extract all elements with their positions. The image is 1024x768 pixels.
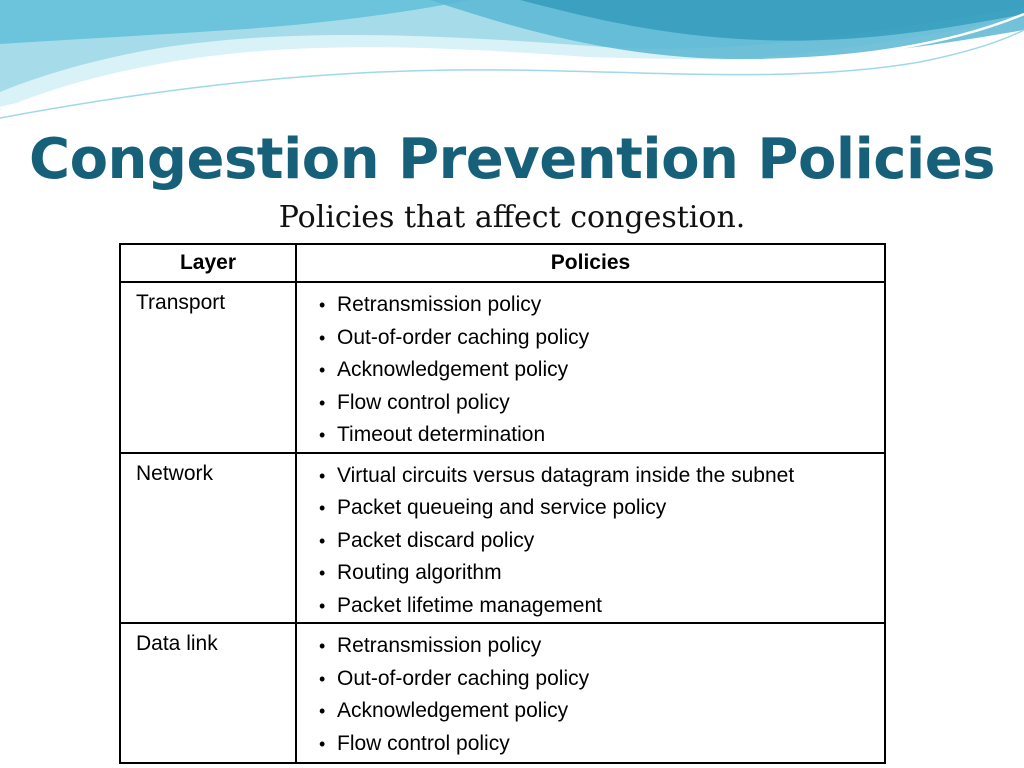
policy-item: • Flow control policy bbox=[319, 387, 884, 420]
policy-item: • Timeout determination bbox=[319, 419, 884, 452]
layer-cell: Data link bbox=[120, 623, 296, 763]
policy-item: • Retransmission policy bbox=[319, 289, 884, 322]
slide-subtitle: Policies that affect congestion. bbox=[278, 200, 746, 235]
header-wave-decoration bbox=[0, 0, 1024, 130]
policies-column-header: Policies bbox=[296, 244, 885, 282]
policy-list bbox=[319, 630, 884, 760]
table-row-network bbox=[120, 453, 885, 624]
policy-item: • Flow control policy bbox=[319, 728, 884, 761]
policies-cell bbox=[296, 282, 885, 453]
table-header-row bbox=[120, 244, 885, 282]
policy-item: • Retransmission policy bbox=[319, 630, 884, 663]
policy-item: • Out-of-order caching policy bbox=[319, 663, 884, 696]
slide-title: Congestion Prevention Policies bbox=[28, 127, 996, 192]
layer-column-header: Layer bbox=[120, 244, 296, 282]
layer-cell: Network bbox=[120, 453, 296, 624]
table-row-transport bbox=[120, 282, 885, 453]
policy-item: • Packet queueing and service policy bbox=[319, 492, 884, 525]
policies-cell bbox=[296, 623, 885, 763]
policy-list bbox=[319, 460, 884, 623]
policies-cell bbox=[296, 453, 885, 624]
policy-item: • Packet lifetime management bbox=[319, 590, 884, 623]
policy-item: • Packet discard policy bbox=[319, 525, 884, 558]
policy-list bbox=[319, 289, 884, 452]
policy-item: • Acknowledgement policy bbox=[319, 354, 884, 387]
table-row-data-link bbox=[120, 623, 885, 763]
policy-item: • Virtual circuits versus datagram inside the subnet bbox=[319, 460, 884, 493]
policy-item: • Acknowledgement policy bbox=[319, 695, 884, 728]
layer-cell: Transport bbox=[120, 282, 296, 453]
congestion-policies-table bbox=[119, 243, 886, 764]
policy-item: • Out-of-order caching policy bbox=[319, 322, 884, 355]
policy-item: • Routing algorithm bbox=[319, 557, 884, 590]
